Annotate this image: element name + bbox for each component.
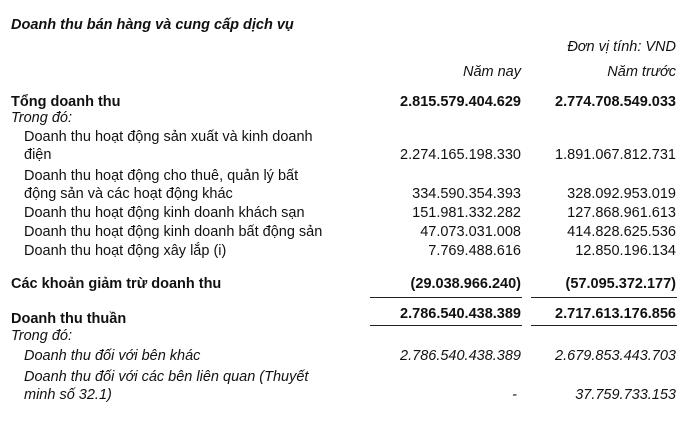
deductions-current: (29.038.966.240) [410, 276, 521, 292]
row-related-party-current: - [512, 387, 517, 403]
row-hotel-prior: 127.868.961.613 [567, 205, 676, 221]
section-title: Doanh thu bán hàng và cung cấp dịch vụ [11, 17, 294, 33]
row-leasing-label-line1: Doanh thu hoạt động cho thuê, quản lý bất [24, 168, 299, 184]
in-which-label-2: Trong đó: [11, 328, 72, 344]
net-revenue-current: 2.786.540.438.389 [400, 306, 521, 322]
row-electricity-label-line1: Doanh thu hoạt động sản xuất và kinh doanh [24, 129, 313, 145]
column-header-current-year: Năm nay [462, 64, 521, 80]
row-electricity-current: 2.274.165.198.330 [400, 147, 521, 163]
row-related-party-label-line1: Doanh thu đối với các bên liên quan (Thuyết [24, 369, 309, 385]
subtotal-rule-current [370, 297, 522, 298]
row-third-party-prior: 2.679.853.443.703 [555, 348, 676, 364]
row-leasing-prior: 328.092.953.019 [567, 186, 676, 202]
subtotal-rule-prior [531, 297, 677, 298]
total-rule-current [370, 325, 522, 326]
total-revenue-current: 2.815.579.404.629 [400, 94, 521, 110]
row-third-party-current: 2.786.540.438.389 [400, 348, 521, 364]
net-revenue-prior: 2.717.613.176.856 [555, 306, 676, 322]
total-rule-prior [531, 325, 677, 326]
row-construction-prior: 12.850.196.134 [575, 243, 676, 259]
total-revenue-label: Tổng doanh thu [11, 94, 121, 110]
row-electricity-prior: 1.891.067.812.731 [555, 147, 676, 163]
row-related-party-prior: 37.759.733.153 [575, 387, 676, 403]
row-electricity-label-line2: điện [24, 147, 52, 163]
row-leasing-current: 334.590.354.393 [412, 186, 521, 202]
row-real-estate-current: 47.073.031.008 [420, 224, 521, 240]
row-real-estate-prior: 414.828.625.536 [567, 224, 676, 240]
row-real-estate-label: Doanh thu hoạt động kinh doanh bất động sản [24, 224, 323, 240]
row-leasing-label-line2: động sản và các hoạt động khác [24, 186, 233, 202]
deductions-label: Các khoản giảm trừ doanh thu [11, 276, 222, 292]
deductions-prior: (57.095.372.177) [565, 276, 676, 292]
currency-unit: Đơn vị tính: VND [567, 39, 676, 55]
net-revenue-label: Doanh thu thuần [11, 311, 127, 327]
row-hotel-current: 151.981.332.282 [412, 205, 521, 221]
row-hotel-label: Doanh thu hoạt động kinh doanh khách sạn [24, 205, 305, 221]
row-third-party-label: Doanh thu đối với bên khác [24, 348, 201, 364]
row-related-party-label-line2: minh số 32.1) [24, 387, 112, 403]
row-construction-current: 7.769.488.616 [428, 243, 521, 259]
row-construction-label: Doanh thu hoạt động xây lắp (i) [24, 243, 227, 259]
in-which-label: Trong đó: [11, 110, 72, 126]
column-header-prior-year: Năm trước [607, 64, 676, 80]
total-revenue-prior: 2.774.708.549.033 [555, 94, 676, 110]
